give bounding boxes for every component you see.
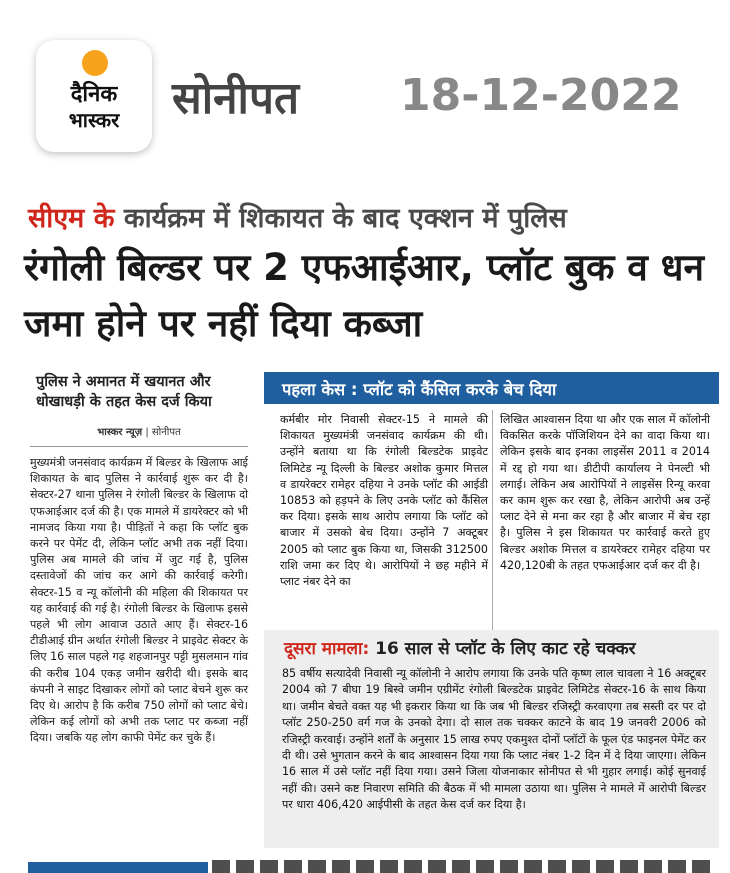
kicker-line xyxy=(28,198,567,235)
city-name: सोनीपत xyxy=(172,73,300,124)
headline: रंगोली बिल्डर पर 2 एफआईआर, प्लॉट बुक व धन जमा होने पर नहीं दिया कब्जा xyxy=(24,246,705,345)
case2-heading-label: दूसरा मामला: xyxy=(284,639,370,659)
logo-line-1: दैनिक xyxy=(70,82,118,107)
left-column xyxy=(30,372,248,747)
kicker-highlight: सीएम के xyxy=(28,203,115,234)
next-story-bar xyxy=(28,862,208,873)
case1-heading-bar xyxy=(264,372,719,404)
next-story-cropped-text xyxy=(212,860,712,873)
edition-date: 18-12-2022 xyxy=(400,70,682,121)
dainik-bhaskar-logo xyxy=(36,40,152,152)
case1-column-2: लिखित आश्वासन दिया था और एक साल में कॉलोनी विकसित करके पॉजिशियन देने का वादा किया था। लेकिन इसके बाद इनका लाइसेंस 2011 व 2014 में रद्द हो गया था। डीटीपी कार्यालय ने पेनल्टी भी लगाई। लेकिन अब आरोपियों ने लाइसेंस रिन्यू करवा कर काम शुरू कर रखा है, लेकिन आरोपी अब उन्हें प्लाट देने से मना कर रहा है और बाजार में बेच रहा है। पुलिस ने इस शिकायत पर कार्रवाई करते हुए बिल्डर अशोक मित्तल व डायरेक्टर रामेहर दहिया पर 420,120बी के तहत एफआईआर दर्ज कर दी है। xyxy=(500,413,710,572)
sun-icon xyxy=(82,50,108,76)
subheadline: पुलिस ने अमानत में खयानत और धोखाधड़ी के तहत केस दर्ज किया xyxy=(36,374,212,410)
byline-source: भास्कर न्यूज़ xyxy=(97,427,143,438)
case2-heading-text: 16 साल से प्लॉट के लिए काट रहे चक्कर xyxy=(369,639,636,659)
case2-heading xyxy=(284,636,636,659)
case1-heading: पहला केस : प्लॉट को कैंसिल करके बेच दिया xyxy=(282,380,557,399)
divider xyxy=(30,446,248,447)
byline: भास्कर न्यूज़ | सोनीपत xyxy=(97,427,181,438)
case2-body: 85 वर्षीय सत्यादेवी निवासी न्यू कॉलोनी ने आरोप लगाया कि उनके पति कृष्ण लाल चावला ने 16 अक्टूबर 2004 को 7 बीघा 19 बिस्वे जमीन एग्रीमेंट रंगोली बिल्डटेक प्राइवेट लिमिटेड सेक्टर-16 के साथ किया था। जमीन बेचते वक्त यह भी इकरार किया था कि जब भी बिल्डर रजिस्ट्री करवाएगा तब सस्ती दर पर दो प्लॉट 250-250 वर्ग गज के उनको देगा। दो साल तक चक्कर काटने के बाद 19 जनवरी 2006 को रजिस्ट्री करवाई। उन्होंने शर्तों के अनुसार 15 लाख रुपए एकमुश्त दोनों प्लॉटों के फूल एंड फाइनल पेमेंट कर दी थी। उसे भुगतान करने के बाद आश्वासन दिया गया कि प्लाट नंबर 1-2 दिन में दे दिया जाएगा। लेकिन 16 साल में उसे प्लॉट नहीं दिया गया। उसने जिला योजनाकार सोनीपत से भी गुहार लगाई। कोई सुनवाई नहीं की। उसने कष्ट निवारण समिति की बैठक में भी मामला उठाया था। पुलिस ने मामले में आरोपी बिल्डर पर धारा 406,420 आईपीसी के तहत केस दर्ज कर दिया है। xyxy=(282,667,706,812)
case1-column-1: कर्मबीर मोर निवासी सेक्टर-15 ने मामले की शिकायत मुख्यमंत्री जनसंवाद कार्यक्रम की थी। उन्होंने बताया था कि रंगोली बिल्डटेक प्राइवेट लिमिटेड न्यू दिल्ली के बिल्डर अशोक कुमार मित्तल व डायरेक्टर रामेहर दहिया ने उनके प्लॉट की आईडी 10853 को हड़पने के लिए उनके प्लॉट को कैंसिल कर दिया। इसके साथ आरोप लगाया कि प्लॉट को बाजार में उसको बेच दिया। उन्होंने 7 अक्टूबर 2005 को प्लाट बुक किया था, जिसकी 312500 राशि जमा कर दिए थे। आरोपियों ने छह महीने में प्लाट नंबर देने का xyxy=(280,413,488,589)
lead-story-body: मुख्यमंत्री जनसंवाद कार्यक्रम में बिल्डर के खिलाफ आई शिकायत के बाद पुलिस ने कार्रवाई शुरू कर दी है। सेक्टर-27 थाना पुलिस ने रंगोली बिल्डर के खिलाफ दो एफआईआर दर्ज की है। एक मामले में डायरेक्टर को भी नामजद किया गया है। पीड़ितों ने कहा कि प्लॉट बुक करने पर पेमेंट दी, लेकिन प्लॉट अभी तक नहीं दिया। पुलिस अब मामले की जांच में जुट गई है, पुलिस दस्तावेजों की जांच कर आगे की कार्रवाई करेगी। सेक्टर-15 व न्यू कॉलोनी की महिला की शिकायत पर यह कार्रवाई की गई है। रंगोली बिल्डर के खिलाफ इससे पहले भी लोग आवाज उठाते आए हैं। सेक्टर-16 टीडीआई ग्रीन अर्थात रंगोली बिल्डर ने प्राइवेट सेक्टर के लिए 16 साल पहले गढ़ शहजानपुर पट्टी मुसलमान गांव की करीब 104 एकड़ जमीन खरीदी थी। इसके बाद कंपनी ने साइट दिखाकर लोगों को प्लाट बेचने शुरू कर दिए थे। आरोप है कि करीब 750 लोगों को प्लाट बेचे। लेकिन कई लोगों को अभी तक प्लाट पर कब्जा नहीं दिया। जबकि यह लोग काफी पेमेंट कर चुके हैं। xyxy=(30,456,248,745)
byline-place: सोनीपत xyxy=(151,427,181,438)
column-divider xyxy=(492,410,493,630)
kicker-text: कार्यक्रम में शिकायत के बाद एक्शन में पुलिस xyxy=(114,203,567,234)
logo-line-2: भास्कर xyxy=(68,108,120,132)
